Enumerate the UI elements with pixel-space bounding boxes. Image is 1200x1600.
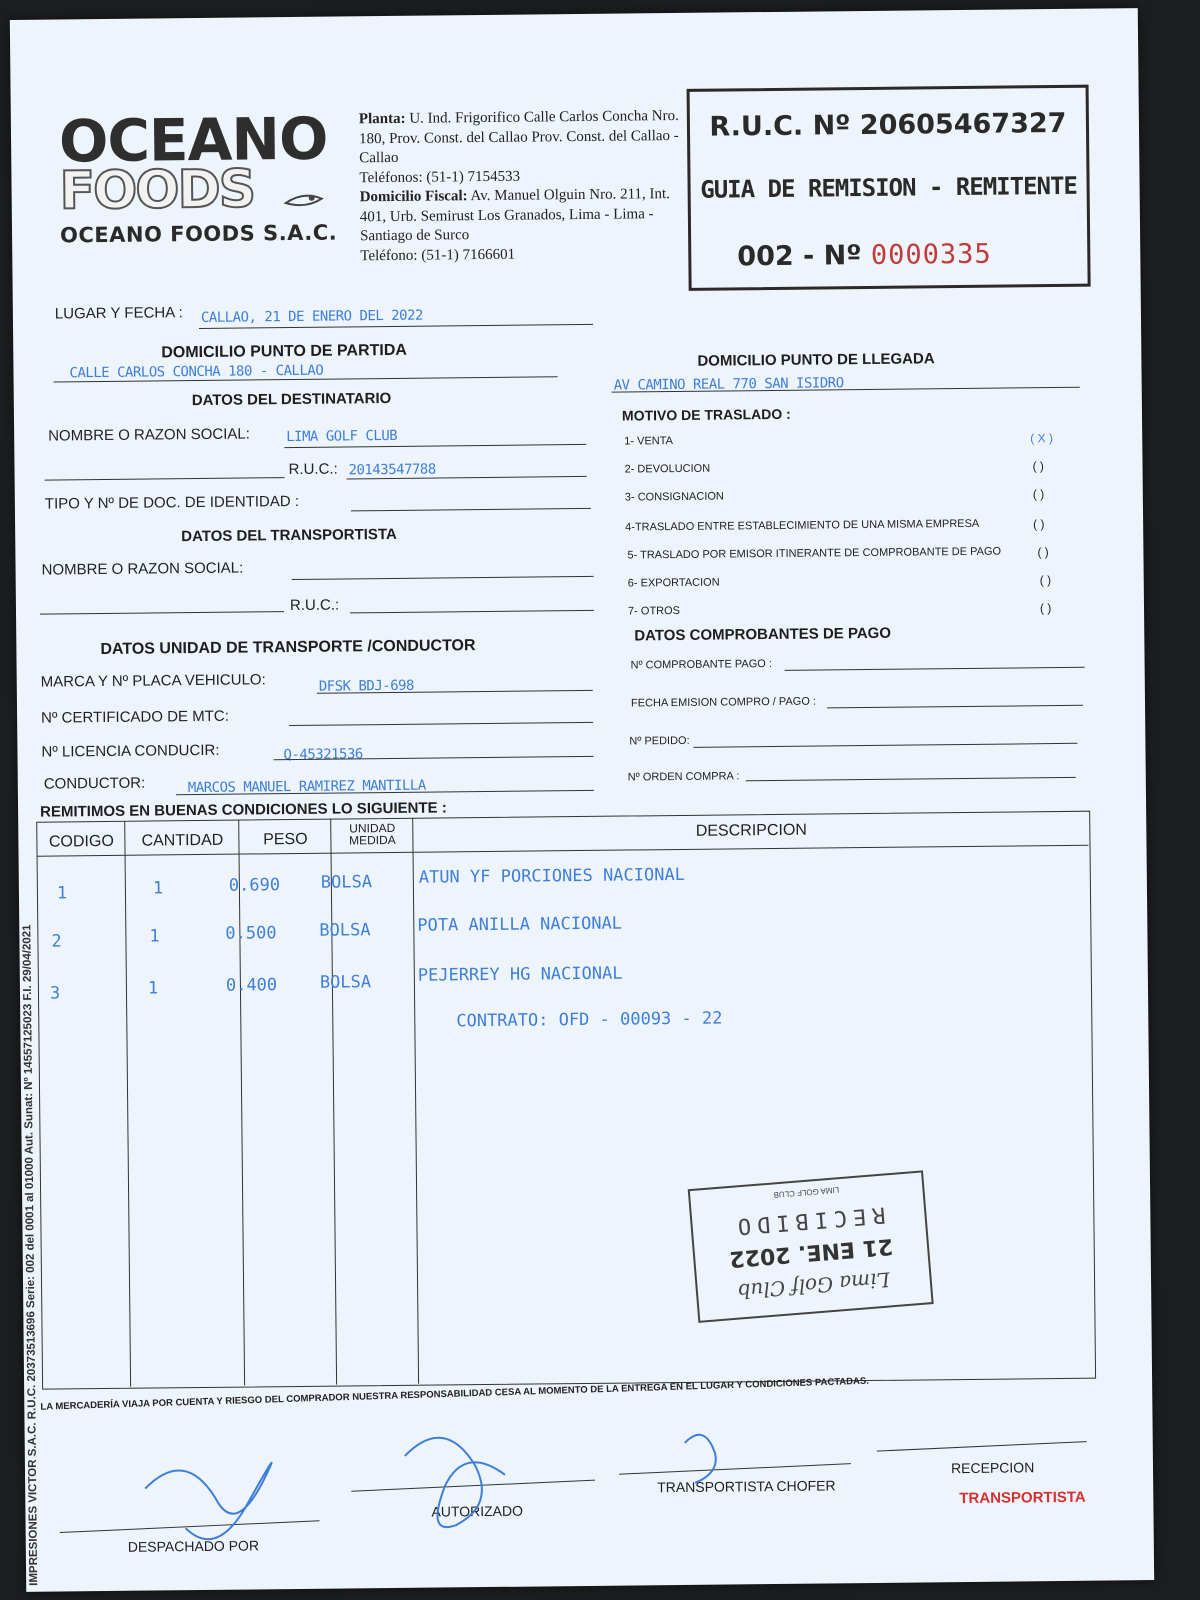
row3-codigo: 3	[49, 983, 61, 1004]
orden-line	[746, 777, 1076, 781]
logo-foods: FOODS	[59, 159, 255, 222]
sig-autorizado-label: AUTORIZADO	[431, 1502, 524, 1520]
dest-ruc-value: 20143547788	[348, 461, 436, 479]
ruc-number: R.U.C. Nº 20605467327	[709, 107, 1067, 143]
motivo-checkbox[interactable]: ( )	[1033, 517, 1045, 532]
motivo-checkbox[interactable]: ( )	[1032, 459, 1044, 474]
motivo-checkbox[interactable]: ( )	[1039, 601, 1052, 616]
unidad-heading: DATOS UNIDAD DE TRANSPORTE /CONDUCTOR	[100, 637, 476, 659]
stamp-recibido: RECIBIDO	[730, 1201, 887, 1239]
sig-transportista-label: TRANSPORTISTA CHOFER	[657, 1477, 836, 1496]
lugar-value: CALLAO, 21 DE ENERO DEL 2022	[200, 307, 424, 326]
dest-ruc-label: R.U.C.:	[288, 460, 338, 479]
row1-unidad: BOLSA	[320, 872, 373, 893]
document-number-row	[737, 239, 992, 273]
stamp-club-name: LIMA GOLF CLUB	[773, 1185, 840, 1200]
row2-unidad: BOLSA	[319, 920, 371, 941]
col-header-descripcion: DESCRIPCION	[695, 821, 807, 840]
document-number: 0000335	[870, 238, 992, 271]
motivo-checkbox[interactable]: ( )	[1037, 545, 1049, 560]
dest-extra-line	[45, 477, 285, 481]
pedido-line	[693, 743, 1077, 748]
motivo-item: 6- EXPORTACION	[627, 576, 720, 590]
dest-nombre-label: NOMBRE O RAZON SOCIAL:	[48, 425, 250, 445]
partida-value: CALLE CARLOS CONCHA 180 - CALLAO	[69, 362, 324, 382]
trans-ruc-line	[350, 610, 594, 614]
row2-cantidad: 1	[149, 926, 160, 947]
row3-unidad: BOLSA	[319, 972, 372, 993]
col-header-unidad: UNIDAD MEDIDA	[348, 820, 396, 848]
motivo-item: 1- VENTA	[624, 435, 674, 448]
row1-codigo: 1	[56, 883, 68, 904]
llegada-value: AV CAMINO REAL 770 SAN ISIDRO	[613, 375, 844, 394]
lugar-label: LUGAR Y FECHA :	[54, 304, 183, 323]
document-title: GUIA DE REMISION - REMITENTE	[700, 171, 1078, 204]
row2-codigo: 2	[51, 931, 62, 952]
destinatario-heading: DATOS DEL DESTINATARIO	[191, 389, 392, 410]
doc-label: TIPO Y Nº DE DOC. DE IDENTIDAD :	[44, 492, 300, 513]
fish-logo-icon	[284, 189, 324, 211]
plant-address: U. Ind. Frigorifico Calle Carlos Concha Nro. 180, Prov. Const. del Callao Prov. Const. del Callao - Callao	[358, 107, 679, 167]
document-sheet	[10, 8, 1154, 1592]
sig-recepcion-sub: TRANSPORTISTA	[959, 1488, 1086, 1508]
stamp-signature: Lima Golf Club	[736, 1267, 891, 1304]
plant-label: Planta:	[358, 110, 406, 128]
contrato-stamp: CONTRATO: OFD - 00093 - 22	[456, 1008, 723, 1032]
sig-recepcion-label: RECEPCION	[950, 1459, 1035, 1477]
row3-cantidad: 1	[147, 978, 159, 999]
fiscal-label: Domicilio Fiscal:	[359, 188, 468, 206]
sig-despachado-label: DESPACHADO POR	[127, 1537, 260, 1555]
conductor-label: CONDUCTOR:	[43, 774, 146, 793]
marca-label: MARCA Y Nº PLACA VEHICULO:	[40, 671, 266, 691]
row1-descripcion: ATUN YF PORCIONES NACIONAL	[418, 864, 686, 888]
received-stamp	[688, 1170, 934, 1322]
items-heading: REMITIMOS EN BUENAS CONDICIONES LO SIGUIENTE :	[40, 799, 447, 821]
fiscal-address: Av. Manuel Olguin Nro. 211, Int. 401, Urb. Semirust Los Granados, Lima - Lima - Santiago de Surco	[359, 186, 671, 245]
mtc-line	[289, 722, 593, 726]
fecha-emision-line	[827, 705, 1083, 709]
transportista-heading: DATOS DEL TRANSPORTISTA	[181, 525, 397, 546]
licencia-value: Q-45321536	[283, 746, 363, 764]
row2-descripcion: POTA ANILLA NACIONAL	[417, 913, 623, 936]
marca-value: DFSK BDJ-698	[318, 677, 415, 695]
motivo-checkbox[interactable]: ( X )	[1030, 431, 1053, 446]
series-label: 002 - Nº	[737, 240, 862, 273]
fiscal-phone: Teléfono: (51-1) 7166601	[360, 246, 516, 264]
motivo-item: 3- CONSIGNACION	[624, 490, 724, 504]
pedido-label: Nº PEDIDO:	[629, 734, 690, 748]
licencia-label: Nº LICENCIA CONDUCIR:	[41, 741, 220, 761]
conductor-value: MARCOS MANUEL RAMIREZ MANTILLA	[187, 777, 426, 797]
dest-nombre-value: LIMA GOLF CLUB	[286, 427, 398, 446]
partida-heading: DOMICILIO PUNTO DE PARTIDA	[161, 341, 408, 362]
items-table	[36, 811, 1096, 1390]
trans-nombre-label: NOMBRE O RAZON SOCIAL:	[41, 559, 244, 579]
stamp-date: 21 ENE. 2022	[728, 1233, 894, 1272]
comprobantes-heading: DATOS COMPROBANTES DE PAGO	[634, 624, 892, 645]
sig-line-recepcion	[877, 1441, 1087, 1452]
motivo-item: 2- DEVOLUCION	[624, 462, 711, 476]
orden-label: Nº ORDEN COMPRA :	[627, 770, 740, 784]
row3-peso: 0.400	[225, 975, 278, 996]
comp-label: Nº COMPROBANTE PAGO :	[630, 658, 772, 672]
ruc-box	[687, 85, 1091, 291]
motivo-item: 4-TRASLADO ENTRE ESTABLECIMIENTO DE UNA MISMA EMPRESA	[625, 517, 980, 534]
col-header-cantidad: CANTIDAD	[141, 831, 224, 850]
motivo-item: 5- TRASLADO POR EMISOR ITINERANTE DE COMPROBANTE DE PAGO	[627, 545, 1002, 562]
trans-extra-line	[40, 611, 284, 615]
doc-line	[351, 508, 591, 512]
llegada-heading: DOMICILIO PUNTO DE LLEGADA	[697, 350, 935, 370]
printer-side-text: IMPRESIONES VICTOR S.A.C. R.U.C. 20373513696 Serie: 002 del 0001 al 01000 Aut. Sunat: Nº 14557125023 F.I. 29/04/2021	[21, 924, 41, 1586]
trans-nombre-line	[292, 576, 594, 580]
motivo-heading: MOTIVO DE TRASLADO :	[621, 405, 791, 424]
col-header-codigo: CODIGO	[48, 832, 114, 851]
motivo-item: 7- OTROS	[627, 604, 681, 618]
col-header-peso: PESO	[263, 830, 308, 849]
row1-cantidad: 1	[152, 878, 164, 899]
row3-descripcion: PEJERREY HG NACIONAL	[417, 963, 623, 986]
motivo-list	[624, 431, 1064, 618]
comp-line	[785, 667, 1085, 671]
motivo-checkbox[interactable]: ( )	[1039, 573, 1052, 588]
mtc-label: Nº CERTIFICADO DE MTC:	[41, 707, 229, 727]
handwritten-signatures	[124, 1413, 725, 1559]
company-name: OCEANO FOODS S.A.C.	[59, 220, 338, 248]
plant-phone: Teléfonos: (51-1) 7154533	[359, 168, 521, 186]
fecha-emision-label: FECHA EMISION COMPRO / PAGO :	[630, 695, 817, 710]
motivo-checkbox[interactable]: ( )	[1032, 487, 1045, 502]
trans-ruc-label: R.U.C.:	[289, 596, 340, 615]
liability-notice: LA MERCADERÍA VIAJA POR CUENTA Y RIESGO DEL COMPRADOR NUESTRA RESPONSABILIDAD CESA AL MOMENTO DE LA ENTREGA EN EL LUGAR Y CONDICIONES PACTADAS.	[40, 1375, 870, 1413]
plant-info	[359, 107, 691, 266]
row1-peso: 0.690	[228, 875, 281, 896]
row2-peso: 0.500	[225, 923, 277, 944]
logo-oceano: OCEANO	[58, 104, 328, 176]
